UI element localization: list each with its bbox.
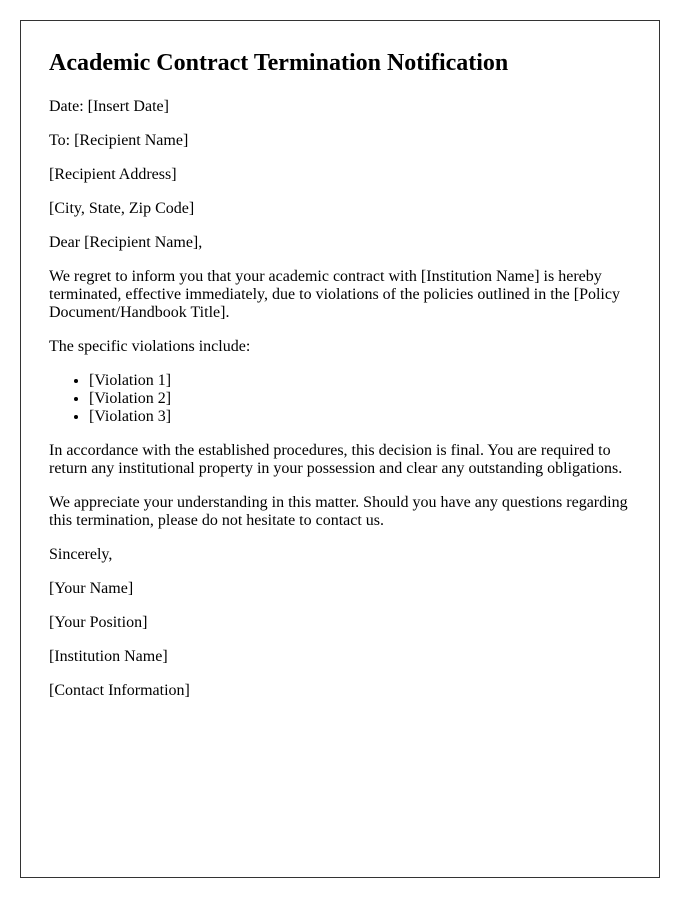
violations-intro: The specific violations include: — [49, 338, 251, 355]
recipient-name-line: To: [Recipient Name] — [49, 132, 189, 149]
closing: Sincerely, — [49, 546, 113, 563]
termination-paragraph: We regret to inform you that your academic contract with [Institution Name] is hereby terminated, effective immediately, due to violations of the policies outlined in the [Policy Document/Handbook Title]. — [49, 268, 620, 321]
violations-list — [49, 372, 639, 426]
recipient-address: [Recipient Address] — [49, 166, 177, 183]
sender-position: [Your Position] — [49, 614, 148, 631]
sender-contact: [Contact Information] — [49, 682, 190, 699]
salutation: Dear [Recipient Name], — [49, 234, 203, 251]
sender-name: [Your Name] — [49, 580, 134, 597]
date-line: Date: [Insert Date] — [49, 98, 169, 115]
procedures-paragraph: In accordance with the established procedures, this decision is final. You are required to return any institutional property in your possession and clear any outstanding obligations. — [49, 442, 623, 477]
violation-item: • [Violation 2] — [89, 390, 639, 408]
closing-paragraph: We appreciate your understanding in this matter. Should you have any questions regarding this termination, please do not hesitate to contact us. — [49, 494, 628, 529]
violation-item: • [Violation 1] — [89, 372, 639, 390]
letter-title: Academic Contract Termination Notification — [49, 50, 509, 76]
sender-institution: [Institution Name] — [49, 648, 168, 665]
recipient-city-state-zip: [City, State, Zip Code] — [49, 200, 195, 217]
letter-content — [49, 47, 639, 716]
letter-page — [20, 20, 660, 878]
violation-item: • [Violation 3] — [89, 408, 639, 426]
